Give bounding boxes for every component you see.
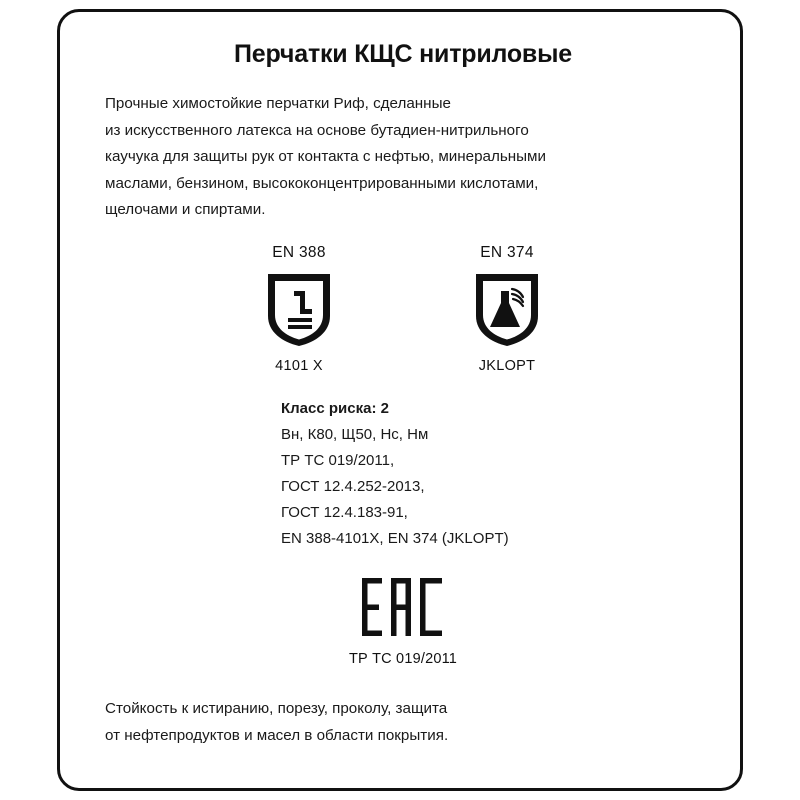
spec-line: ГОСТ 12.4.183-91,	[281, 503, 408, 521]
intro-line: из искусственного латекса на основе бутадиен-нитрильного	[105, 121, 529, 139]
page-title: Перчатки КЩС нитриловые	[234, 40, 572, 68]
code-en374: JKLOPT	[478, 357, 536, 374]
spec-line: EN 388-4101X, EN 374 (JKLOPT)	[281, 529, 509, 547]
pictogram-en374	[442, 244, 572, 374]
standard-label-en388: EN 388	[272, 243, 326, 261]
chemical-risk-shield-icon	[474, 272, 540, 348]
specifications-block	[281, 396, 701, 552]
eac-mark-icon	[360, 576, 446, 638]
outro-paragraph	[105, 695, 701, 749]
intro-line: Прочные химостойкие перчатки Риф, сделанные	[105, 95, 451, 112]
certification-block	[105, 576, 701, 667]
intro-line: щелочами и спиртами.	[105, 201, 266, 218]
spec-line: ГОСТ 12.4.252-2013,	[281, 477, 425, 495]
spec-line: ТР ТС 019/2011,	[281, 451, 395, 469]
code-en388: 4101 X	[275, 357, 323, 374]
pictogram-en388	[234, 244, 364, 374]
intro-paragraph	[105, 91, 701, 224]
product-info-card	[57, 9, 743, 791]
outro-line: Стойкость к истиранию, порезу, проколу, защита	[105, 699, 448, 717]
pictogram-group	[105, 244, 701, 374]
mechanical-risk-shield-icon	[266, 272, 332, 348]
standard-label-en374: EN 374	[480, 243, 534, 261]
card-content	[105, 12, 701, 788]
outro-line: от нефтепродуктов и масел в области покрытия.	[105, 726, 449, 744]
certification-caption: ТР ТС 019/2011	[348, 650, 458, 667]
spec-line: Вн, К80, Щ50, Нс, Нм	[281, 425, 429, 443]
intro-line: каучука для защиты рук от контакта с нефтью, минеральными	[105, 148, 546, 165]
risk-class-label: Класс риска: 2	[281, 399, 389, 417]
intro-line: маслами, бензином, высококонцентрированными кислотами,	[105, 174, 539, 192]
